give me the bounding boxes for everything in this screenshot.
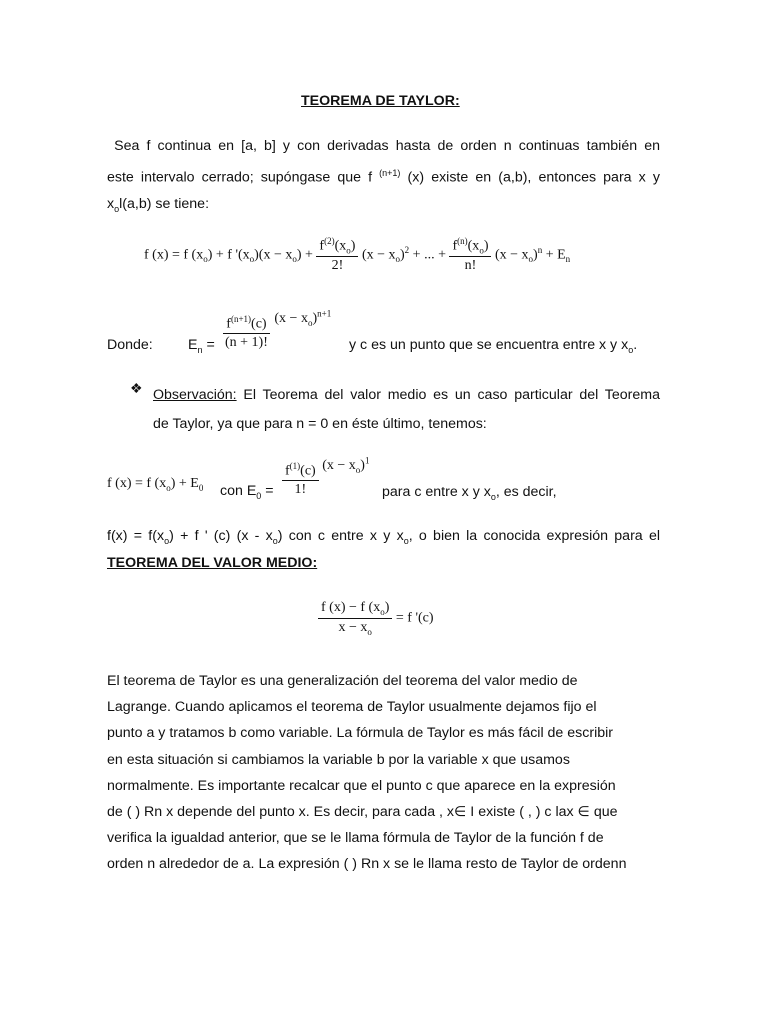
second-derivative-fraction: $\frac{f^{(2)}(x_o)}{2!}$ [316,236,358,274]
paragraph-line: verifica la igualdad anterior, que se le llama fórmula de Taylor de la función f de [107,830,604,847]
observacion-label: Observación: [153,387,237,403]
paragraph-line: punto a y tratamos b como variable. La fórmula de Taylor es más fácil de escribir [107,725,613,742]
mvt-fraction: $\frac{f (x) - f (x_o)}{x - x_o}$ [318,600,392,637]
page-title: TEOREMA DE TAYLOR: [301,93,460,109]
paragraph-line: normalmente. Es importante recalcar que el punto c que aparece en la expresión [107,777,616,794]
remainder-formula: $\frac{f^{(n+1)}(c)}{(n + 1)!}$ $(x - x_o)^{n+1}$ [222,308,331,351]
section-subtitle: TEOREMA DEL VALOR MEDIO: [107,555,318,571]
remainder-fraction: $\frac{f^{(n+1)}(c)}{(n + 1)!}$ [225,313,268,351]
observacion-line-1: Observación: El Teorema del valor medio es un caso particular del Teorema [153,387,660,403]
en-label: $E_n$ = [188,337,215,355]
donde-description: y c es un punto que se encuentra entre x y $x_o$. [349,337,638,355]
mean-value-formula-lhs: f (x) = f $(x_o) + E_0$ [107,476,204,493]
donde-label: Donde: [107,337,153,353]
intro-line-3: $x_ol(a,b)$ se tiene: [107,195,210,214]
paragraph-line: en esta situación si cambiamos la variable b por la variable x que usamos [107,751,570,768]
tvm-line: $f(x) = f(x_o) + f$ ' (c) $(x - x_o)$ con c entre x y $x_o$, o bien la conocida expresión para el [107,528,660,546]
observacion-block [153,381,660,439]
intro-paragraph [107,133,660,222]
paragraph-line: de ( ) Rn x depende del punto x. Es decir, para cada , x∈ I existe ( , ) c lax ∈ que [107,804,618,821]
closing-paragraph [107,668,660,878]
taylor-formula: f (x) = f $(x_o) + f$ '$(x_o)(x - x_o)$ + $\frac{f^{(2)}(x_o)}{2!}$ $(x - x_o)^2$ + ... + $\frac{f^{(n)}(x_o)}{n!}$ $(x - x_o)^n + E_n$ [144,236,571,274]
e0-description: para c entre x y $x_o$, es decir, [382,484,557,502]
e0-formula: $\frac{f^{(1)}(c)}{1!}$ $(x - x_o)^1$ [282,455,369,498]
observacion-line-2: de Taylor, ya que para n = 0 en éste último, tenemos: [153,416,487,432]
con-e0-label: con $E_0$ = [220,483,274,501]
e0-fraction: $\frac{f^{(1)}(c)}{1!}$ [282,461,319,499]
paragraph-line: orden n alrededor de a. La expresión ( ) Rn x se le llama resto de Taylor de ordenn [107,856,627,873]
nth-derivative-fraction: $\frac{f^{(n)}(x_o)}{n!}$ [449,236,491,274]
paragraph-line: Lagrange. Cuando aplicamos el teorema de Taylor usualmente dejamos fijo el [107,699,597,716]
paragraph-line: El teorema de Taylor es una generalización del teorema del valor medio de [107,673,578,689]
intro-line-1: Sea f continua en [a, b] y con derivadas hasta de orden n continuas también en [114,138,660,154]
mean-value-theorem-formula: $\frac{f (x) - f (x_o)}{x - x_o}$ = f '(c) [318,600,434,637]
bullet-icon: ❖ [130,381,143,397]
intro-line-2: este intervalo cerrado; supóngase que f $^{(n+1)}$ (x) existe en (a,b), entonces para x y [107,167,660,186]
